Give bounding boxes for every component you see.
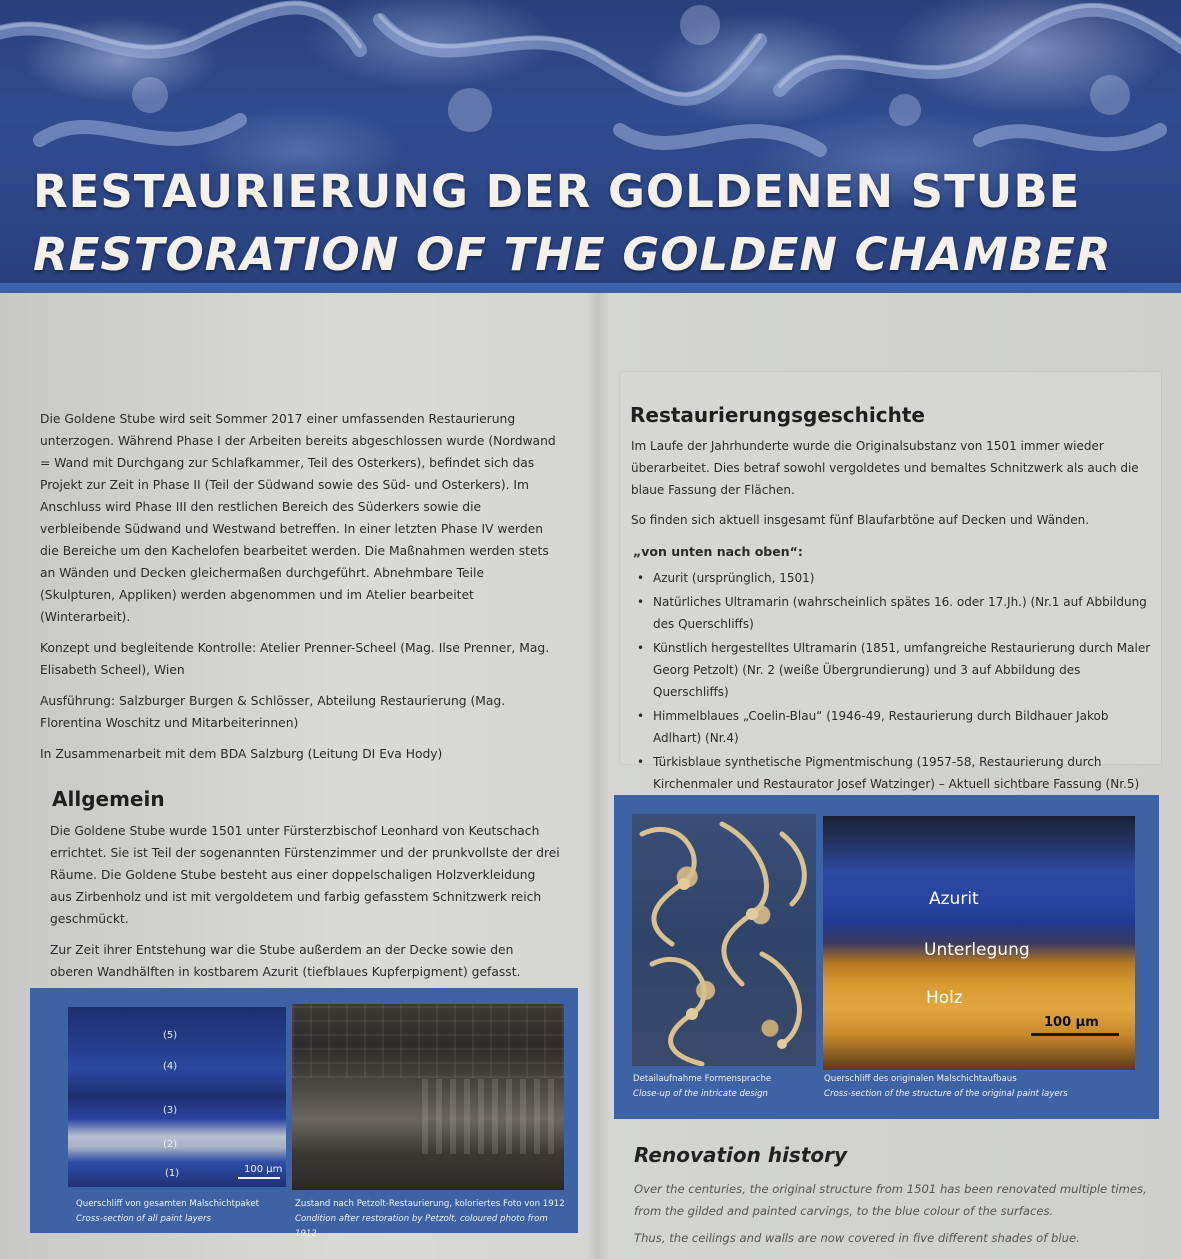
list-item [631, 751, 1151, 795]
renovation-heading: Renovation history [634, 1143, 848, 1167]
scale-label: 100 µm [1044, 1015, 1099, 1030]
credits-partner: In Zusammenarbeit mit dem BDA Salzburg (Leitung DI Eva Hody) [40, 747, 443, 761]
caption-paint-layers [824, 1072, 1144, 1102]
caption-de: Detailaufnahme Formensprache [633, 1074, 772, 1084]
allgemein-paragraph: Zur Zeit ihrer Entstehung war die Stube außerdem an der Decke sowie den oberen Wandhälften in kostbarem Azurit (tiefblaues Kupferpigment) gefasst. [50, 943, 521, 979]
bullet-icon: • [637, 755, 645, 769]
list-item [631, 637, 1151, 703]
caption-en: Condition after restoration by Petzolt, coloured photo from 1912 [295, 1214, 548, 1239]
scale-bar [238, 1177, 280, 1179]
caption-room-photo [295, 1197, 570, 1242]
caption-de: Querschliff des originalen Malschichtaufbaus [824, 1074, 1017, 1084]
list-item [631, 591, 1151, 635]
renovation-paragraph: Thus, the ceilings and walls are now covered in five different shades of blue. [634, 1231, 1080, 1245]
paper-fold [586, 293, 610, 1259]
renovation-paragraph: Over the centuries, the original structure from 1501 has been renovated multiple times, from the gilded and painted carvings, to the blue colour of the surfaces. [634, 1182, 1147, 1218]
intro-section [40, 408, 560, 774]
history-section [631, 435, 1151, 797]
history-list [631, 567, 1151, 795]
allgemein-paragraph: Die Goldene Stube wurde 1501 unter Fürsterzbischof Leonhard von Keutschach errichtet. Sie ist Teil der sogenannten Fürstenzimmer und der prunkvollste der drei Räume. Die Goldene Stube besteht aus einer doppelschaligen Holzverkleidung aus Zirbenholz und ist mit vergoldetem und farbig gefasstem Schnitzwerk reich geschmückt. [50, 824, 560, 926]
room-photo-1912 [292, 1004, 564, 1190]
caption-cross-section [76, 1197, 286, 1227]
renovation-section [634, 1178, 1154, 1254]
page-title: RESTAURIERUNG DER GOLDENEN STUBE [33, 165, 1081, 218]
layer-label: (3) [163, 1105, 178, 1116]
scale-bar [1031, 1033, 1119, 1036]
list-item-text: Türkisblaue synthetische Pigmentmischung (1957-58, Restaurierung durch Kirchenmaler und Restaurator Josef Watzinger) – Aktuell sichtbare Fassung (Nr.5) [653, 755, 1140, 791]
bullet-icon: • [637, 709, 645, 723]
page-subtitle: RESTORATION OF THE GOLDEN CHAMBER [33, 228, 1112, 281]
gilded-scroll-pattern [632, 814, 816, 1066]
allgemein-section [50, 820, 560, 992]
layer-label-unterlegung: Unterlegung [924, 940, 1030, 960]
list-item [631, 567, 1151, 589]
history-heading: Restaurierungsgeschichte [630, 403, 925, 427]
layer-label: (4) [163, 1061, 178, 1072]
caption-detail [633, 1072, 818, 1102]
header-banner [0, 0, 1181, 285]
bullet-icon: • [637, 641, 645, 655]
ornament-detail-photo [632, 814, 816, 1066]
caption-de: Querschliff von gesamten Malschichtpaket [76, 1199, 260, 1209]
layer-label: (2) [163, 1139, 178, 1150]
layer-label-azurit: Azurit [929, 889, 979, 909]
caption-en: Cross-section of all paint layers [76, 1214, 212, 1224]
scale-label: 100 µm [244, 1164, 283, 1175]
history-paragraph: Im Laufe der Jahrhunderte wurde die Originalsubstanz von 1501 immer wieder überarbeitet. Dies betraf sowohl vergoldetes und bemaltes Schnitzwerk als auch die blaue Fassung der Flächen. [631, 439, 1139, 497]
list-item-text: Azurit (ursprünglich, 1501) [653, 571, 815, 585]
credits-concept: Konzept und begleitende Kontrolle: Atelier Prenner-Scheel (Mag. Ilse Prenner, Mag. Elisabeth Scheel), Wien [40, 641, 550, 677]
layer-label: (1) [165, 1168, 180, 1179]
list-item-text: Himmelblaues „Coelin-Blau“ (1946-49, Restaurierung durch Bildhauer Jakob Adlhart) (Nr.4) [653, 709, 1109, 745]
history-paragraph: So finden sich aktuell insgesamt fünf Blaufarbtöne auf Decken und Wänden. [631, 513, 1090, 527]
bullet-icon: • [637, 595, 645, 609]
layer-label: (5) [163, 1030, 178, 1041]
credits-execution: Ausführung: Salzburger Burgen & Schlösser, Abteilung Restaurierung (Mag. Florentina Woschitz und Mitarbeiterinnen) [40, 694, 506, 730]
list-item-text: Künstlich hergestelltes Ultramarin (1851, umfangreiche Restaurierung durch Maler Georg Petzolt) (Nr. 2 (weiße Übergrundierung) und 3 auf Abbildung des Querschliffs) [653, 641, 1151, 699]
caption-en: Cross-section of the structure of the original paint layers [824, 1089, 1068, 1099]
layer-label-holz: Holz [926, 988, 963, 1008]
list-item-text: Natürliches Ultramarin (wahrscheinlich spätes 16. oder 17.Jh.) (Nr.1 auf Abbildung des Querschliffs) [653, 595, 1147, 631]
room-wall [422, 1079, 562, 1154]
caption-en: Close-up of the intricate design [633, 1089, 769, 1099]
room-ceiling [292, 1004, 564, 1078]
caption-de: Zustand nach Petzolt-Restaurierung, koloriertes Foto von 1912 [295, 1199, 565, 1209]
bullet-icon: • [637, 571, 645, 585]
history-list-heading: „von unten nach oben“: [633, 544, 803, 559]
intro-paragraph: Die Goldene Stube wird seit Sommer 2017 einer umfassenden Restaurierung unterzogen. Während Phase I der Arbeiten bereits abgeschlossen wurde (Nordwand = Wand mit Durchgang zur Schlafkammer, Teil des Osterkers), befindet sich das Projekt zur Zeit in Phase II (Teil der Südwand sowie des Süd- und Osterkers). Im Anschluss wird Phase III den restlichen Bereich des Süderkers sowie die verbleibende Südwand und Westwand betreffen. In einer letzten Phase IV werden die Bereiche um den Kachelofen bearbeitet werden. Die Maßnahmen werden stets an Wänden und Decken gleichermaßen durchgeführt. Abnehmbare Teile (Skulpturen, Appliken) werden abgenommen und im Atelier bearbeitet (Winterarbeit). [40, 412, 556, 624]
header-divider [0, 283, 1181, 293]
list-item [631, 705, 1151, 749]
allgemein-heading: Allgemein [52, 787, 165, 811]
